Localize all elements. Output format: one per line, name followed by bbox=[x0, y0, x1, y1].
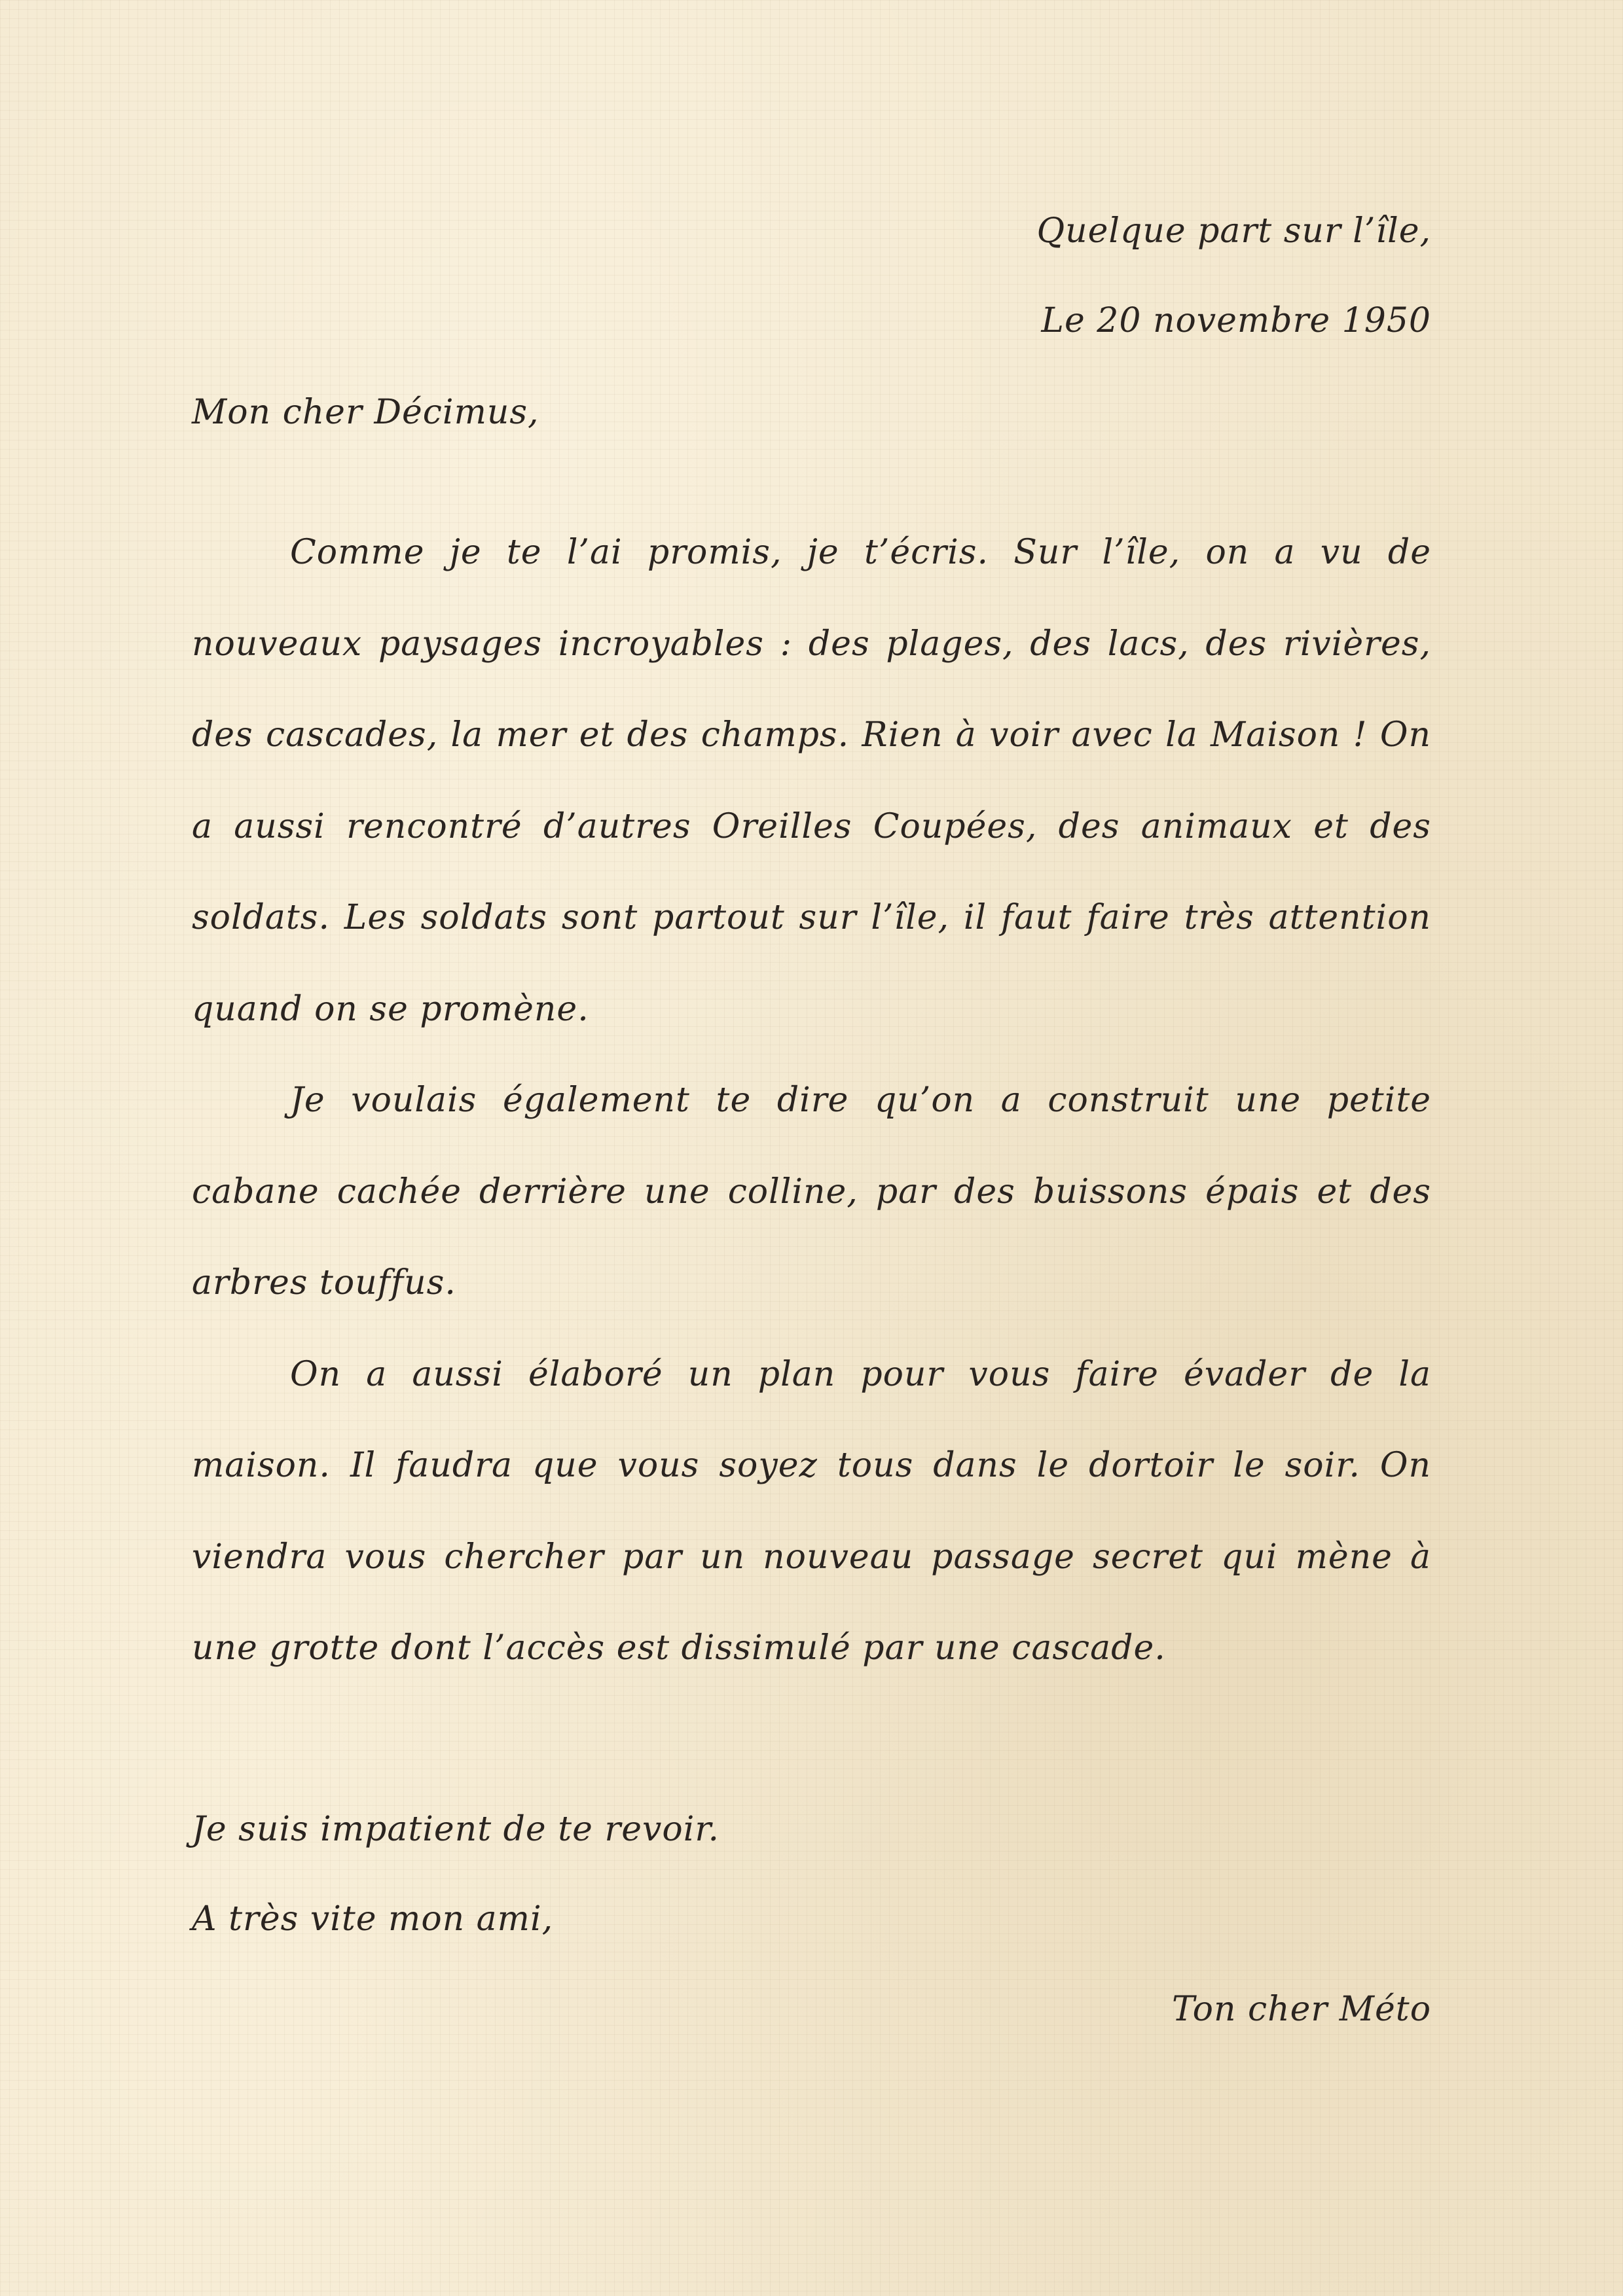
letter-paragraphs bbox=[192, 507, 1431, 1695]
paragraph-2: Je voulais également te dire qu’on a construit une petite cabane cachée derrière une colline, par des buissons épais et des arbres touffus. bbox=[192, 1081, 1431, 1302]
signature: Ton cher Méto bbox=[1172, 1990, 1431, 2029]
closing-line-2: A très vite mon ami, bbox=[192, 1899, 554, 1939]
letter-place: Quelque part sur l’île, bbox=[1036, 211, 1431, 251]
paragraph-1: Comme je te l’ai promis, je t’écris. Sur l’île, on a vu de nouveaux paysages incroyables : des plages, des lacs, des rivières, des cascades, la mer et des champs. Rien à voir avec la Maison ! On a aussi rencontré d’autres Oreilles Coupées, des animaux et des soldats. Les soldats sont partout sur l’île, il faut faire très attention quand on se promène. bbox=[192, 533, 1431, 1029]
paragraph-3: On a aussi élaboré un plan pour vous faire évader de la maison. Il faudra que vous soyez tous dans le dortoir le soir. On viendra vous chercher par un nouveau passage secret qui mène à une grotte dont l’accès est dissimulé par une cascade. bbox=[192, 1354, 1431, 1668]
letter-date: Le 20 novembre 1950 bbox=[1041, 301, 1431, 340]
closing-line-1: Je suis impatient de te revoir. bbox=[192, 1810, 720, 1849]
letter-greeting: Mon cher Décimus, bbox=[192, 393, 539, 432]
